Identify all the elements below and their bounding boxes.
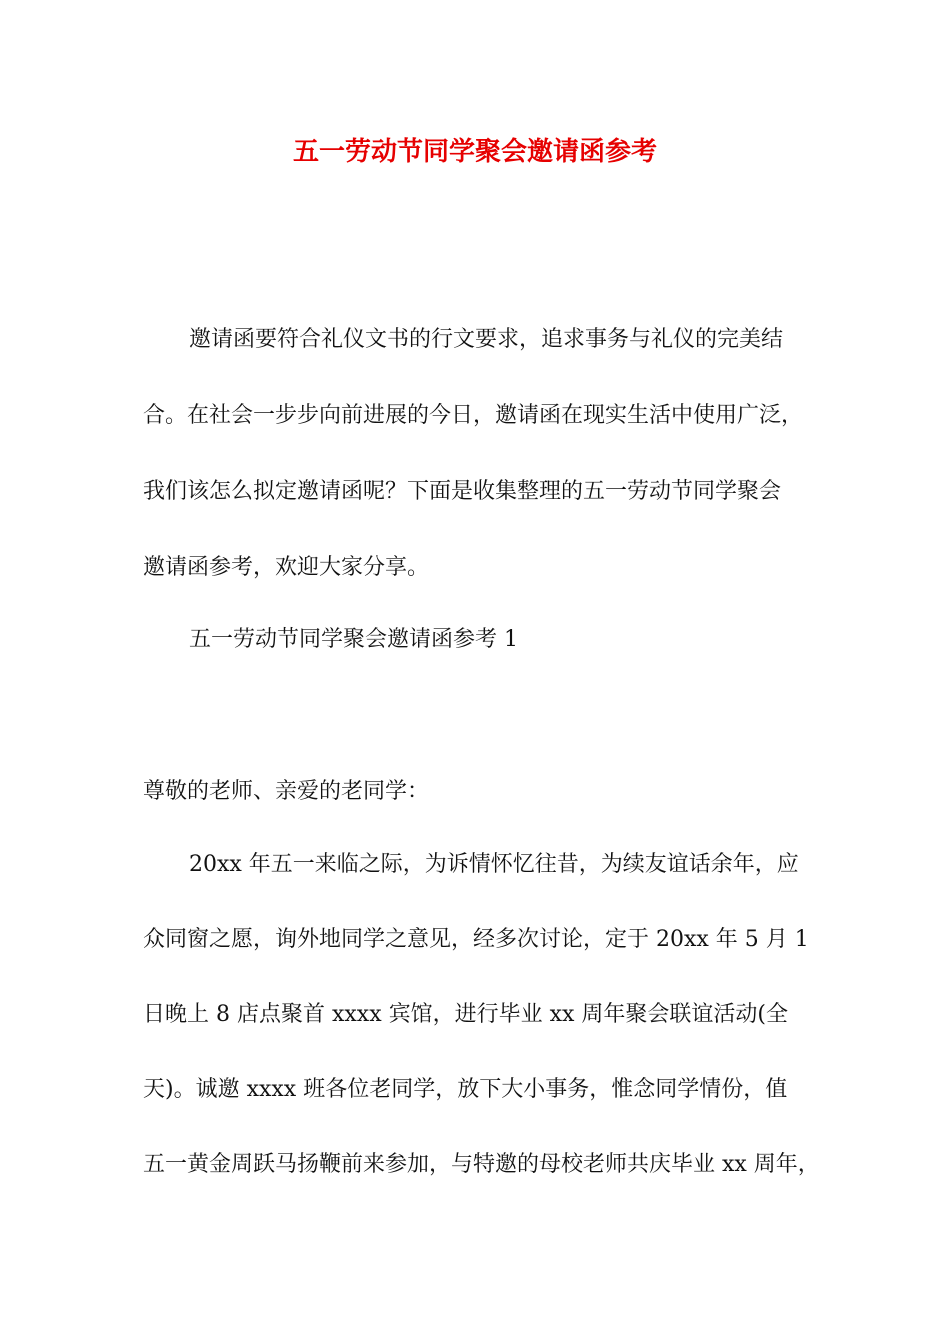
body-line-5: 五一黄金周跃马扬鞭前来参加，与特邀的母校老师共庆毕业 xx 周年， bbox=[143, 1152, 820, 1177]
section-heading: 五一劳动节同学聚会邀请函参考 1 bbox=[189, 627, 518, 652]
intro-line-2: 合。在社会一步步向前进展的今日，邀请函在现实生活中使用广泛， bbox=[143, 403, 804, 428]
intro-line-1: 邀请函要符合礼仪文书的行文要求，追求事务与礼仪的完美结 bbox=[189, 327, 784, 352]
document-title: 五一劳动节同学聚会邀请函参考 bbox=[292, 137, 657, 167]
salutation: 尊敬的老师、亲爱的老同学： bbox=[143, 779, 430, 804]
intro-line-3: 我们该怎么拟定邀请函呢？下面是收集整理的五一劳动节同学聚会 bbox=[143, 479, 782, 504]
intro-line-4: 邀请函参考，欢迎大家分享。 bbox=[143, 555, 430, 580]
body-line-3: 日晚上 8 店点聚首 xxxx 宾馆，进行毕业 xx 周年聚会联谊活动(全 bbox=[143, 1002, 788, 1027]
body-line-2: 众同窗之愿，询外地同学之意见，经多次讨论，定于 20xx 年 5 月 1 bbox=[143, 927, 809, 952]
body-line-4: 天)。诚邀 xxxx 班各位老同学，放下大小事务，惟念同学情份，值 bbox=[143, 1077, 788, 1102]
body-line-1: 20xx 年五一来临之际，为诉情怀忆往昔，为续友谊话余年，应 bbox=[189, 852, 799, 877]
